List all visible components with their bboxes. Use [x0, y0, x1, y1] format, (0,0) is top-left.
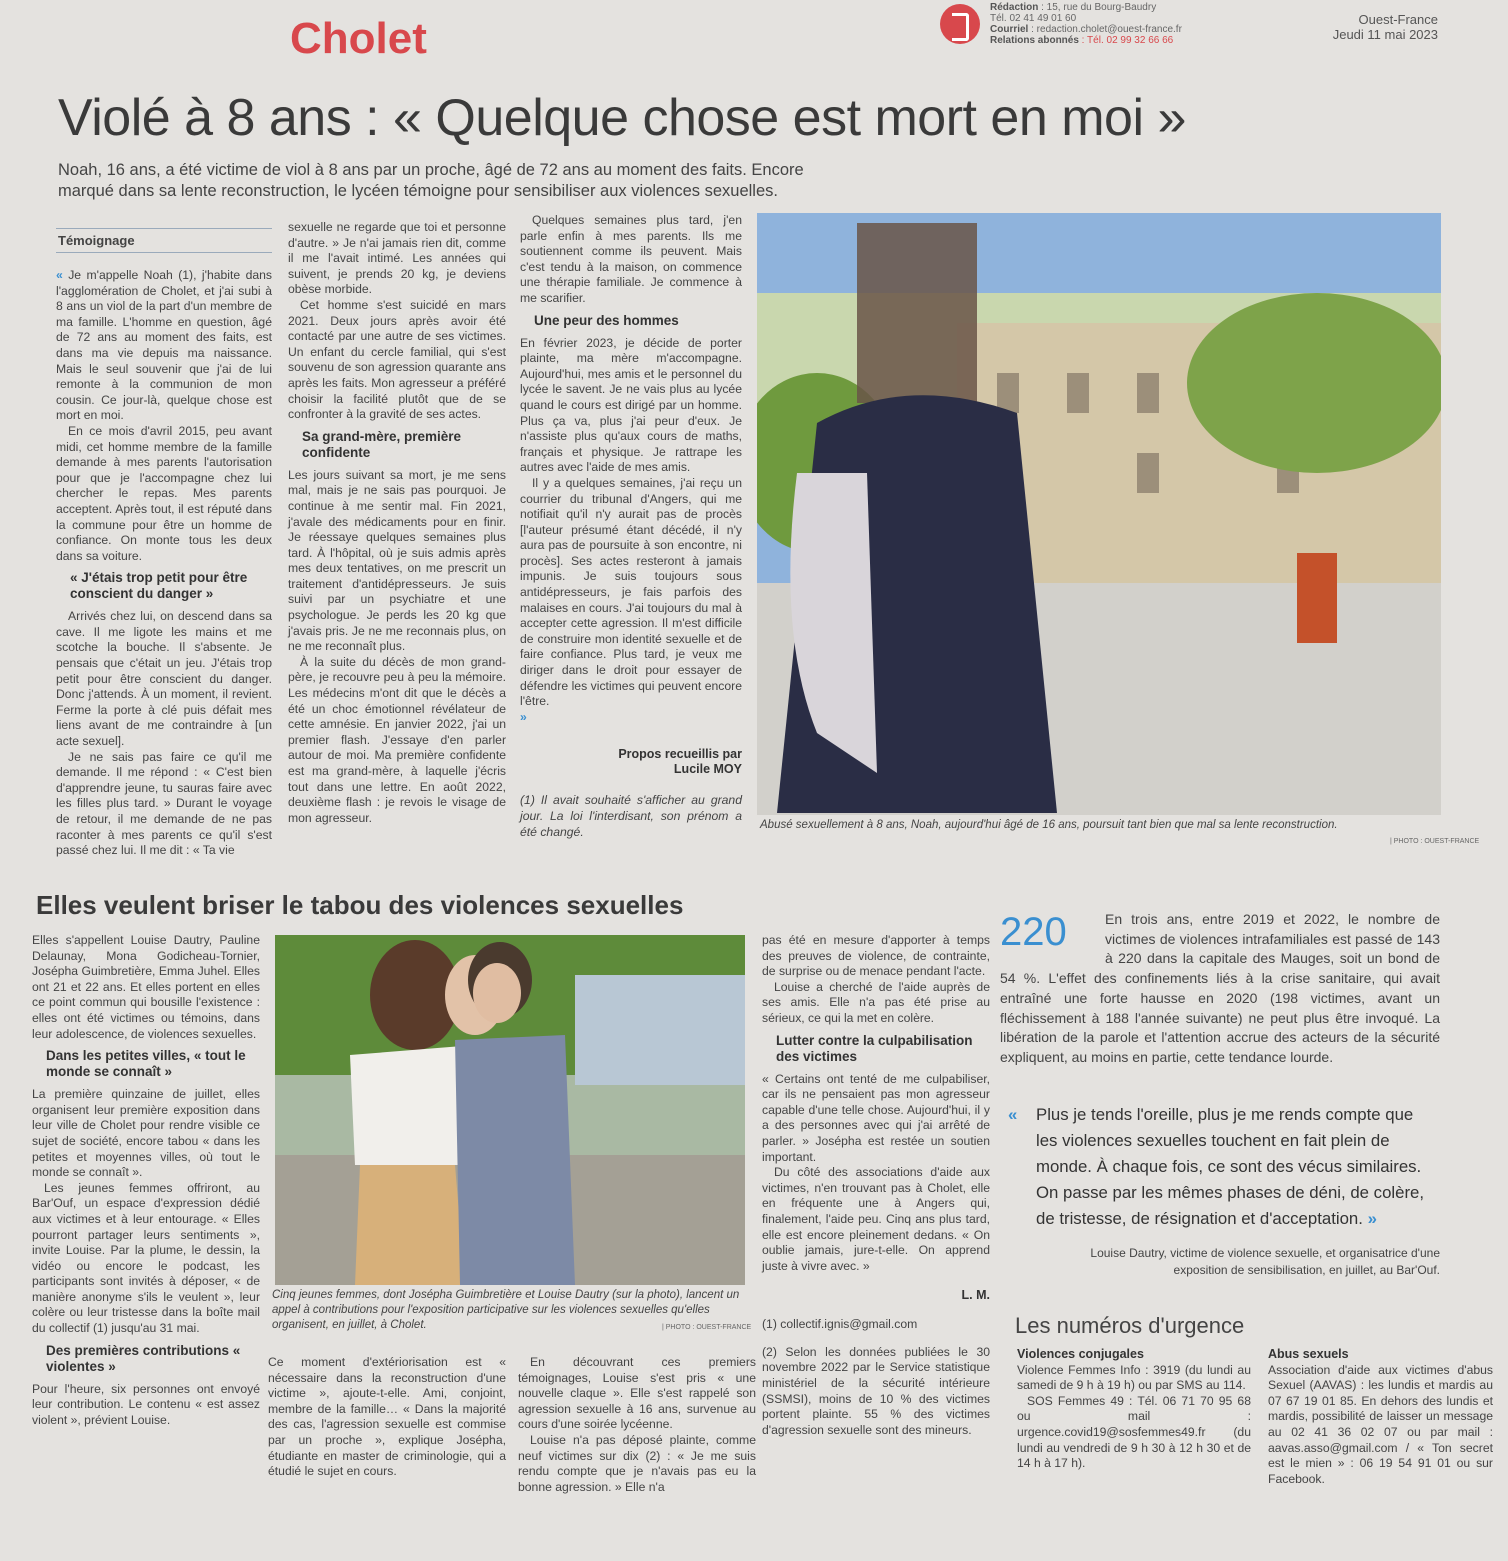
- subheading: Lutter contre la culpabilisation des victimes: [776, 1032, 973, 1064]
- open-quote-icon: «: [56, 268, 63, 282]
- byline-line1: Propos recueillis par: [618, 747, 742, 762]
- contact-info: [990, 2, 1182, 46]
- redaction-address: : 15, rue du Bourg-Baudry: [1038, 2, 1157, 13]
- pull-quote: [1010, 1102, 1430, 1232]
- conjugal-info-1: Violence Femmes Info : 3919 (du lundi au samedi de 9 h à 19 h) ou par SMS au 114.: [1017, 1362, 1251, 1393]
- byline-author: Lucile MOY: [673, 762, 742, 777]
- footnote: (1) Il avait souhaité s'afficher au grand jour. La loi l'interdisant, son prénom a été changé.: [520, 793, 742, 839]
- paragraph: Du côté des associations d'aide aux victimes, n'en trouvant pas à Cholet, elle en fréquente une à Angers qui, finalement, l'aide peu. Cinq ans plus tard, elle est encore pleinement dedans. « On oublie jamais, jure-t-elle. On apprend juste à vivre avec. »: [762, 1165, 990, 1273]
- paragraph: « Certains ont tenté de me culpabiliser, car ils ne pensaient pas mon agresseur capable d'une telle chose. Aujourd'hui, il y a des personnes avec qui j'ai arrêté de parler. » Josépha est restée un soutien important.: [762, 1071, 990, 1164]
- article2-headline: Elles veulent briser le tabou des violences sexuelles: [36, 890, 684, 920]
- stat-text: [1000, 910, 1440, 1068]
- paragraph: À la suite du décès de mon grand-père, je recouvre peu à peu la mémoire. Les médecins m'ont dit que le décès a été un choc émotionnel révélateur de cette amnésie. En janvier 2022, j'ai un premier flash. J'essaye d'en parler autour de moi. Ma première confidente est ma grand-mère, à laquelle j'écris tout dans une lettre. En août 2022, deuxième flash : je revois le visage de mon agresseur.: [288, 654, 506, 825]
- emergency-conjugal: [1017, 1347, 1251, 1472]
- subheading: Des premières contributions « violentes »: [46, 1342, 241, 1374]
- paragraph: Cet homme s'est suicidé en mars 2021. Deux jours après avoir été contacté par une autre de ses victimes. Un enfant du cercle familial, qui s'est souvenu de son agression quarante ans après les faits. Mon agresseur a préféré choisir la facilité plutôt que de se confronter à la gravité de ses actes.: [288, 297, 506, 422]
- subheading: Dans les petites villes, « tout le monde se connaît »: [46, 1048, 246, 1080]
- pull-close-quote-icon: »: [1367, 1209, 1377, 1228]
- article2-column-1: [32, 933, 260, 1428]
- paragraph: En découvrant ces premiers témoignages, Louise s'est pris « une nouvelle claque ». Elle s'est rappelé son agression sexuelle à 16 ans, survenue au cours d'une soirée lycéenne.: [518, 1355, 756, 1432]
- abuse-heading: Abus sexuels: [1268, 1347, 1349, 1361]
- paragraph: Il y a quelques semaines, j'ai reçu un courrier du tribunal d'Angers, qui me notifiait qu'il n'y aurait pas de procès [l'auteur présumé étant décédé, il n'y aura pas de poursuite à son encontre, ni procès]. Ses actes resteront à jamais impunis. Je suis toujours sous antidépresseurs, je fais parfois des malaises en cours. J'ai toujours du mal à accepter cette agression. Il m'est difficile de construire mon identité sexuelle et de faire confiance. Plus tard, je veux me diriger dans le droit pour essayer de défendre les victimes qui peuvent encore l'être.: [520, 475, 742, 709]
- emergency-title: Les numéros d'urgence: [1015, 1313, 1245, 1338]
- subheading: Une peur des hommes: [534, 312, 679, 328]
- redaction-label: Rédaction: [990, 2, 1039, 13]
- paragraph: Les jeunes femmes offriront, au Bar'Ouf, un espace d'expression dédié aux victimes et à leur entourage. « Elles pourront partager leurs sentiments », invite Louise. Par la plume, le dessin, la vidéo ou encore le podcast, les participants sont invités à déposer, « de manière anonyme s'ils le veulent », leur colère ou leur tristesse dans la boîte mail du collectif (1) jusqu'au 31 mai.: [32, 1180, 260, 1336]
- article1-column-2: [288, 220, 506, 826]
- article2-column-2: [268, 1355, 506, 1480]
- pull-open-quote-icon: «: [1008, 1105, 1018, 1124]
- women-photo-caption: Cinq jeunes femmes, dont Josépha Guimbretière et Louise Dautry (sur la photo), lancent un appel à contributions pour l'exposition participative sur les violences sexuelles qu'elles organisent, en juillet, à Cholet.: [272, 1289, 740, 1331]
- article2-column-4: [762, 933, 990, 1438]
- conjugal-info-2: SOS Femmes 49 : Tél. 06 71 70 95 68 ou mail : urgence.covid19@sosfemmes49.fr (du lundi au vendredi de 9 h 30 à 12 h 30 et de 14 h à 17 h).: [1017, 1393, 1251, 1471]
- abonnes-label: Relations abonnés: [990, 35, 1079, 46]
- ouest-france-logo-icon: [940, 4, 980, 44]
- noah-photo-caption: Abusé sexuellement à 8 ans, Noah, aujourd'hui âgé de 16 ans, poursuit tant bien que mal sa lente reconstruction.: [760, 819, 1338, 831]
- article2-column-3: [518, 1355, 756, 1495]
- subheading: Sa grand-mère, première confidente: [302, 428, 462, 460]
- noah-photo-credit: | PHOTO : OUEST-FRANCE: [1390, 838, 1480, 845]
- pull-quote-text: Plus je tends l'oreille, plus je me rends compte que les violences sexuelles touchent en fait plein de monde. À chaque fois, ce sont des vécus similaires. On passe par les mêmes phases de déni, de colère, de tristesse, de résignation et d'acceptation.: [1036, 1105, 1425, 1228]
- noah-photo: [757, 213, 1441, 815]
- pull-quote-attribution: Louise Dautry, victime de violence sexuelle, et organisatrice d'une exposition de sensibilisation, en juillet, au Bar'Ouf.: [1090, 1246, 1440, 1277]
- paper-info: [1333, 12, 1438, 42]
- issue-date: Jeudi 11 mai 2023: [1332, 27, 1438, 42]
- courriel: : redaction.cholet@ouest-france.fr: [1028, 24, 1182, 35]
- paragraph: Quelques semaines plus tard, j'en parle enfin à mes parents. Ils me soutiennent comme ils peuvent. Mais c'est tendu à la maison, on commence une thérapie familiale. Je commence à me scarifier.: [520, 213, 742, 305]
- paper-name: Ouest-France: [1358, 12, 1438, 27]
- abuse-info: Association d'aide aux victimes d'abus Sexuel (AAVAS) : les lundis et mardis au 07 67 19 01 85. En dehors des lundis et mardis, possibilité de laisser un message au 02 41 36 02 07 ou par mail : aavas.asso@gmail.com / « Ton secret est le mien » : 06 19 54 91 01 ou sur Facebook.: [1268, 1362, 1493, 1486]
- article2-byline: L. M.: [961, 1288, 990, 1303]
- women-photo-credit: | PHOTO : OUEST-FRANCE: [662, 1324, 752, 1331]
- redaction-tel: Tél. 02 41 49 01 60: [990, 13, 1077, 24]
- subheading: « J'étais trop petit pour être conscient du danger »: [70, 570, 248, 602]
- conjugal-heading: Violences conjugales: [1017, 1347, 1144, 1361]
- article2-note-1: (1) collectif.ignis@gmail.com: [762, 1317, 918, 1332]
- paragraph: pas été en mesure d'apporter à temps des preuves de violence, de contrainte, de surprise ou de menace pendant l'acte.: [762, 933, 990, 979]
- paragraph: Je m'appelle Noah (1), j'habite dans l'agglomération de Cholet, et j'ai subi à 8 ans un viol de la part d'un membre de ma famille. L'homme en question, âgé de 72 ans au moment des faits, est dans ma vie depuis ma naissance. Mais le seul souvenir que j'ai de lui remonte à la communion de mon cousin. Ce jour-là, quelque chose est mort en moi.: [56, 268, 272, 423]
- women-photo: [275, 935, 745, 1285]
- rubric-label: Témoignage: [56, 228, 272, 253]
- courriel-label: Courriel: [990, 24, 1029, 35]
- paragraph: La première quinzaine de juillet, elles organisent leur première exposition dans leur ville de Cholet pour rendre visible ce sujet de société, encore tabou « dans les petites et moyennes villes, où tout le monde se connaît ».: [32, 1087, 260, 1180]
- byline: [520, 747, 742, 777]
- article2-note-2: (2) Selon les données publiées le 30 novembre 2022 par le Service statistique ministériel de la sécurité intérieure (SSMSI), moins de 10 % des victimes portent plainte. 55 % des victimes d'agression sexuelle sont des mineurs.: [762, 1344, 990, 1437]
- paragraph: Pour l'heure, six personnes ont envoyé leur contribution. Le contenu « est assez violent », prévient Louise.: [32, 1381, 260, 1427]
- paragraph: Ce moment d'extériorisation est « nécessaire dans la reconstruction d'une victime », ajoute-t-elle. Ami, conjoint, membre de la famille… « Dans la majorité des cas, l'agression sexuelle est commise par un proche », explique Josépha, étudiante en master de criminologie, qui a étudié le sujet en cours.: [268, 1355, 506, 1479]
- section-title: Cholet: [290, 14, 427, 63]
- paragraph: Je ne sais pas faire ce qu'il me demande. Il me répond : « C'est bien d'apprendre jeune, tu sauras faire avec les filles plus tard. » Durant le voyage de retour, il me demande de ne pas raconter à mes parents ce qu'il s'est passé chez lui. Il me dit : « Ta vie: [56, 749, 272, 858]
- paragraph: sexuelle ne regarde que toi et personne d'autre. » Je n'ai jamais rien dit, comme il me l'avait intimé. Les années qui suivent, je prends 20 kg, je deviens obèse morbide.: [288, 220, 506, 297]
- close-quote-icon: »: [520, 709, 527, 724]
- article-lede: Noah, 16 ans, a été victime de viol à 8 ans par un proche, âgé de 72 ans au moment des faits. Encore marqué dans sa lente reconstruction, le lycéen témoigne pour sensibiliser aux violences sexuelles.: [58, 161, 804, 200]
- paragraph: Louise n'a pas déposé plainte, comme neuf victimes sur dix (2) : « Je me suis rendu compte que je n'avais pas eu la bonne agression. » Elle n'a: [518, 1432, 756, 1494]
- stat-number: 220: [1000, 910, 1067, 954]
- paragraph: Les jours suivant sa mort, je me sens mal, mais je ne sais pas pourquoi. Je continue à me sentir mal. Fin 2021, j'avale des médicaments pour en finir. Je réessaye quelques semaines plus tard. À l'hôpital, où je suis admis après mes deux tentatives, on me prescrit un traitement d'antidépresseurs. Je suis suivi par un psychiatre et une psychologue. Je perds les 20 kg que j'avais pris. Je ne me reconnais plus, on ne me reconnaît plus.: [288, 467, 506, 654]
- article1-column-3: [520, 213, 742, 840]
- emergency-abuse: [1268, 1347, 1493, 1487]
- paragraph: En février 2023, je décide de porter plainte, ma mère m'accompagne. Aujourd'hui, mes amis et le personnel du lycée le savent. Je ne vais plus au lycée quand le cours est dirigé par un homme. Plus ça va, plus j'ai peur d'eux. Je n'assiste plus qu'aux cours de maths, français et physique. Je rattrape les autres avec l'aide de mes amis.: [520, 335, 742, 475]
- paragraph: Louise a cherché de l'aide auprès de ses amis. Elle n'a pas été prise au sérieux, ce qui la met en colère.: [762, 979, 990, 1025]
- stat-paragraph: En trois ans, entre 2019 et 2022, le nombre de victimes de violences intrafamiliales est passé de 143 à 220 dans la capitale des Mauges, soit un bond de 54 %. L'effet des confinements liés à la crise sanitaire, qui avait entraîné une forte hausse en 2020 (198 victimes, avant un fléchissement à 188 l'année suivante) ne peut plus être invoqué. La libération de la parole et l'attention accrue des acteurs de la sécurité expliquent, au moins en partie, cette tendance lourde.: [1000, 911, 1440, 1065]
- paragraph: En ce mois d'avril 2015, peu avant midi, cet homme membre de la famille demande à mes parents l'autorisation pour que je l'accompagne chez lui chercher le repas. Mes parents acceptent. Après tout, il est réputé dans la commune pour être un homme de confiance. On monte tous les deux dans sa voiture.: [56, 423, 272, 563]
- article1-column-1: [56, 268, 272, 859]
- article-headline: Violé à 8 ans : « Quelque chose est mort en moi »: [58, 89, 1186, 147]
- paragraph: Arrivés chez lui, on descend dans sa cave. Il me ligote les mains et me scotche la bouche. Il s'absente. Je pensais que c'était un jeu. J'étais trop petit pour être conscient du danger. Donc j'attends. À un moment, il revient. Ferme la porte à clé puis défait mes liens avant de me contraindre à [un acte sexuel].: [56, 609, 272, 749]
- paragraph: Elles s'appellent Louise Dautry, Pauline Delaunay, Mona Godicheau-Tornier, Josépha Guimbretière, Emma Juhel. Elles ont 21 et 22 ans. Et elles portent en elles ce point commun qui bousille l'existence : elles ont été victimes ou témoins, dans leur adolescence, de violences sexuelles.: [32, 933, 260, 1041]
- abonnes-tel: : Tél. 02 99 32 66 66: [1078, 35, 1174, 46]
